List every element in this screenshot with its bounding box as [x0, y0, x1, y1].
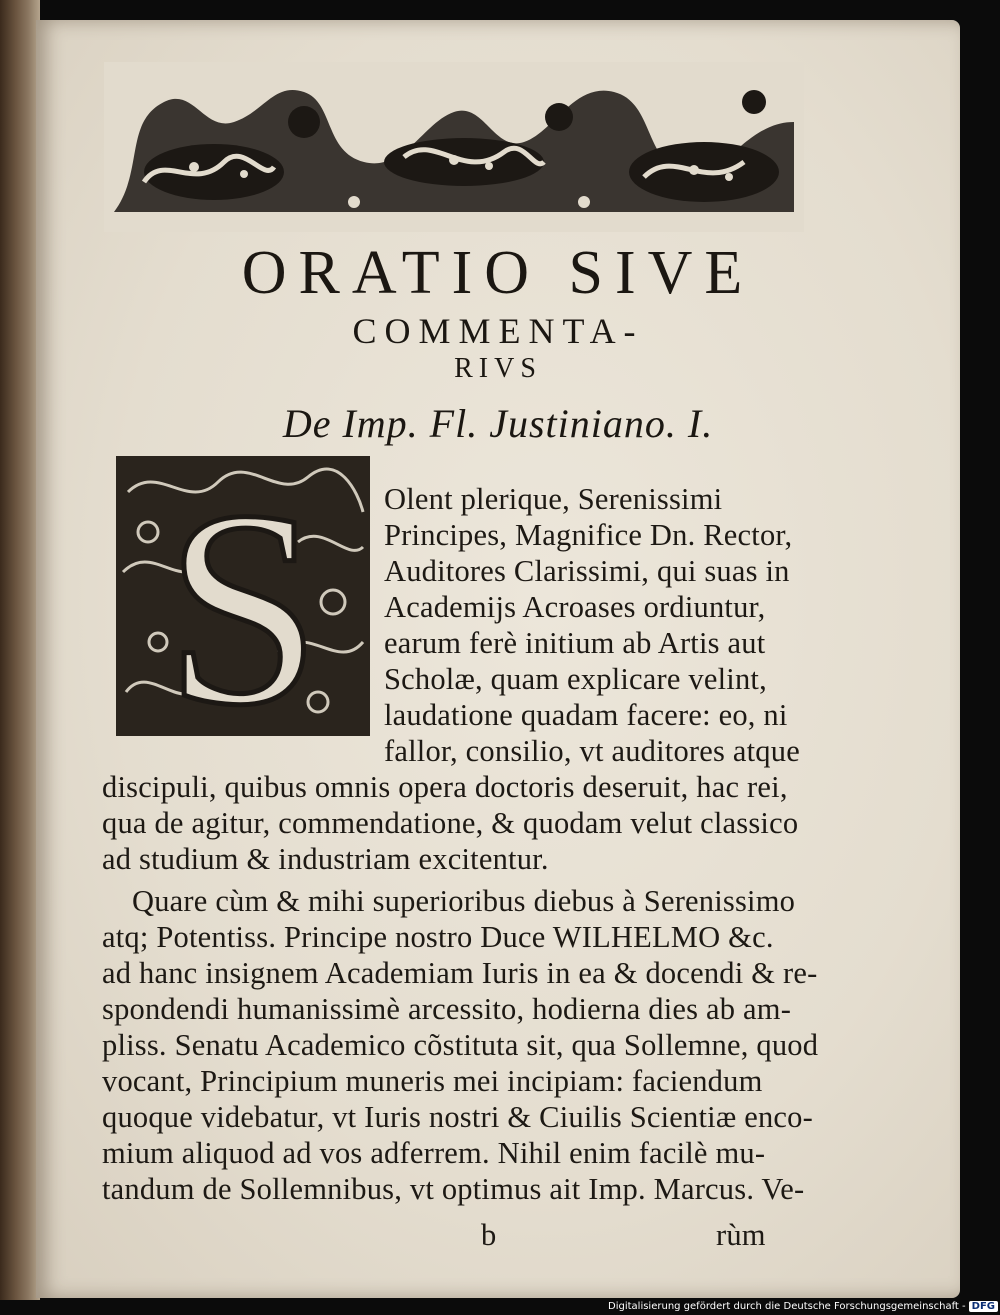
text-line: pliss. Senatu Academico cõstituta sit, qua Sollemne, quod — [102, 1028, 819, 1062]
text-line: Auditores Clarissimi, qui suas in — [384, 554, 790, 588]
title-line-3: RIVS — [454, 353, 542, 384]
text-line: Scholæ, quam explicare velint, — [384, 662, 767, 696]
digitization-credit — [608, 1301, 998, 1312]
text-line: discipuli, quibus omnis opera doctoris deseruit, hac rei, — [102, 770, 788, 804]
text-line: Quare cùm & mihi superioribus diebus à Serenissimo — [132, 884, 796, 918]
catchword: rùm — [716, 1218, 766, 1252]
text-line: fallor, consilio, vt auditores atque — [384, 734, 800, 768]
text-line: Principes, Magnifice Dn. Rector, — [384, 518, 793, 552]
credit-text: Digitalisierung gefördert durch die Deutsche Forschungsgemeinschaft - — [608, 1301, 966, 1312]
text-line: quoque videbatur, vt Iuris nostri & Ciuilis Scientiæ enco- — [102, 1100, 813, 1134]
woodcut-headpiece-animals — [104, 62, 804, 232]
text-line: ad hanc insignem Academiam Iuris in ea & docendi & re- — [102, 956, 818, 990]
text-line: ad studium & industriam excitentur. — [102, 842, 549, 876]
title-line-1: ORATIO SIVE — [241, 239, 755, 307]
text-line: vocant, Principium muneris mei incipiam: faciendum — [102, 1064, 763, 1098]
text-line: tandum de Sollemnibus, vt optimus ait Imp. Marcus. Ve- — [102, 1172, 805, 1206]
text-line: mium aliquod ad vos adferrem. Nihil enim facilè mu- — [102, 1136, 766, 1170]
signature-mark: b — [481, 1218, 497, 1252]
text-line: laudatione quadam facere: eo, ni — [384, 698, 788, 732]
text-line: Academijs Acroases ordiuntur, — [384, 590, 766, 624]
title-line-2: COMMENTA- — [352, 311, 644, 351]
text-line: atq; Potentiss. Principe nostro Duce WILHELMO &c. — [102, 920, 774, 954]
book-spine-edge — [0, 0, 40, 1300]
text-line: earum ferè initium ab Artis aut — [384, 626, 766, 660]
book-page — [36, 20, 960, 1298]
text-line: Olent plerique, Serenissimi — [384, 482, 723, 516]
ornamental-drop-cap — [108, 452, 378, 742]
subtitle: De Imp. Fl. Justiniano. I. — [282, 401, 714, 446]
text-line: qua de agitur, commendatione, & quodam velut classico — [102, 806, 799, 840]
text-line: spondendi humanissimè arcessito, hodierna dies ab am- — [102, 992, 792, 1026]
drop-cap-letter: S — [165, 452, 321, 742]
dfg-logo: DFG — [969, 1301, 998, 1312]
